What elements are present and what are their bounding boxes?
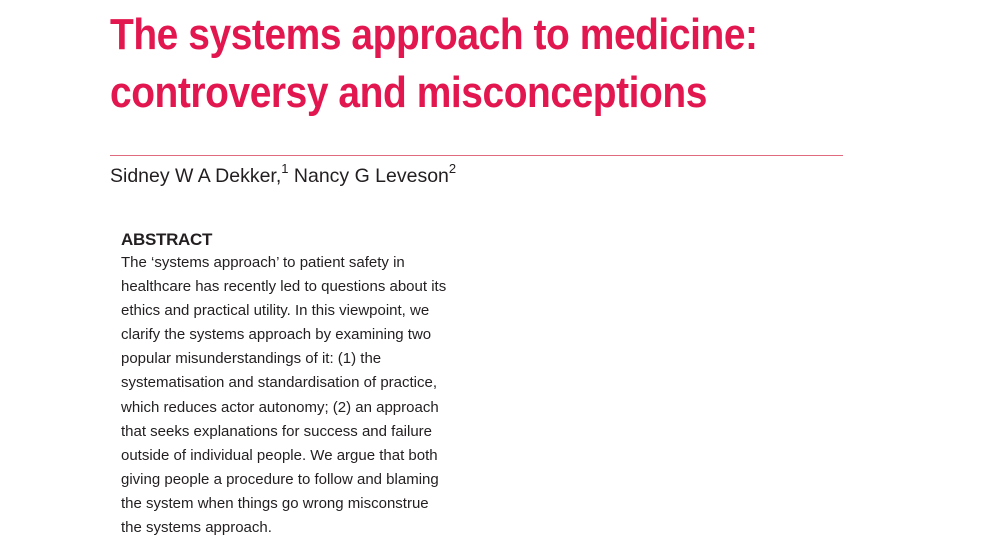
author-affiliation-2: 2 (448, 160, 457, 176)
abstract-line: the systems approach. (121, 519, 272, 537)
abstract-section (121, 229, 501, 540)
abstract-line: The ‘systems approach’ to patient safety in (121, 254, 405, 271)
title-divider-rule (110, 155, 843, 156)
author-list (110, 160, 457, 189)
abstract-line: ethics and practical utility. In this viewpoint, we (121, 302, 430, 320)
abstract-heading: ABSTRACT (121, 230, 213, 249)
abstract-line: popular misunderstandings of it: (1) the (121, 350, 382, 368)
abstract-line: outside of individual people. We argue that both (121, 446, 438, 464)
abstract-line: that seeks explanations for success and failure (121, 422, 433, 440)
abstract-line: systematisation and standardisation of practice, (121, 374, 438, 392)
article-title (110, 6, 818, 122)
author-name-2: Nancy G Leveson (293, 165, 449, 187)
abstract-line: which reduces actor autonomy; (2) an approach (121, 398, 439, 416)
abstract-body (121, 251, 501, 540)
abstract-line: healthcare has recently led to questions about its (121, 278, 447, 296)
abstract-line: clarify the systems approach by examining two (121, 326, 432, 344)
article-title-line-1: The systems approach to medicine: (110, 10, 758, 59)
author-affiliation-1: 1 (281, 160, 289, 176)
abstract-line: the system when things go wrong misconstrue (121, 494, 429, 512)
author-name-1: Sidney W A Dekker, (110, 165, 282, 187)
article-title-line-2: controversy and misconceptions (110, 68, 707, 117)
abstract-line: giving people a procedure to follow and blaming (121, 470, 439, 488)
